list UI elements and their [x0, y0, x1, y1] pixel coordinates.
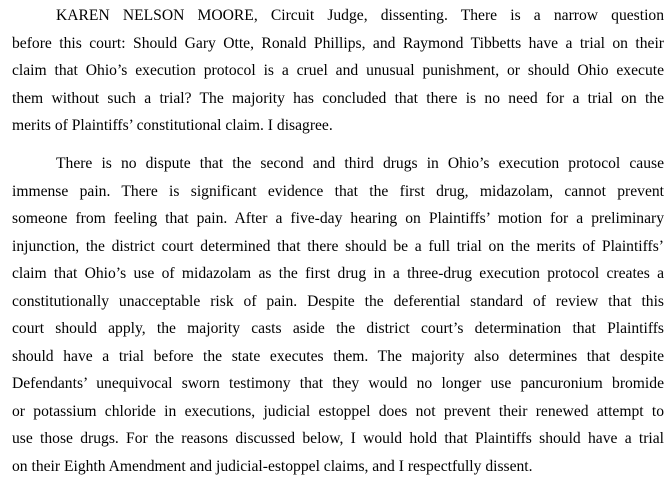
text-line: or potassium chloride in executions, judicial estoppel does not prevent their renewed attempt to [12, 402, 664, 420]
text-line: claim that Ohio’s use of midazolam as the first drug in a three-drug execution protocol creates a [12, 265, 664, 282]
text-line: should have a trial before the state executes them. The majority also determines that despite [12, 347, 664, 365]
text-line: immense pain. There is significant evidence that the first drug, midazolam, cannot prevent [12, 182, 664, 200]
text-line: There is no dispute that the second and third drugs in Ohio’s execution protocol cause [56, 155, 664, 172]
opinion-paragraph-2 [12, 150, 664, 480]
text-line: Defendants’ unequivocal sworn testimony that they would no longer use pancuronium bromide [12, 375, 664, 392]
text-line: claim that Ohio’s execution protocol is a cruel and unusual punishment, or should Ohio execute [12, 62, 664, 79]
text-line: someone from feeling that pain. After a five-day hearing on Plaintiffs’ motion for a preliminary [12, 210, 664, 227]
text-line: injunction, the district court determined that there should be a full trial on the merits of Plaintiffs’ [12, 237, 664, 255]
text-line: court should apply, the majority casts aside the district court’s determination that Plaintiffs [12, 320, 664, 337]
text-line: before this court: Should Gary Otte, Ronald Phillips, and Raymond Tibbetts have a trial on their [12, 34, 664, 52]
opinion-paragraph-1 [12, 2, 664, 140]
text-line: merits of Plaintiffs’ constitutional claim. I disagree. [12, 117, 333, 134]
text-line: KAREN NELSON MOORE, Circuit Judge, dissenting. There is a narrow question [56, 7, 664, 24]
text-line: use those drugs. For the reasons discussed below, I would hold that Plaintiffs should have a trial [12, 430, 664, 447]
text-line: them without such a trial? The majority has concluded that there is no need for a trial on the [12, 89, 664, 107]
text-line: constitutionally unacceptable risk of pain. Despite the deferential standard of review that this [12, 292, 664, 310]
text-line: on their Eighth Amendment and judicial-estoppel claims, and I respectfully dissent. [12, 457, 533, 475]
